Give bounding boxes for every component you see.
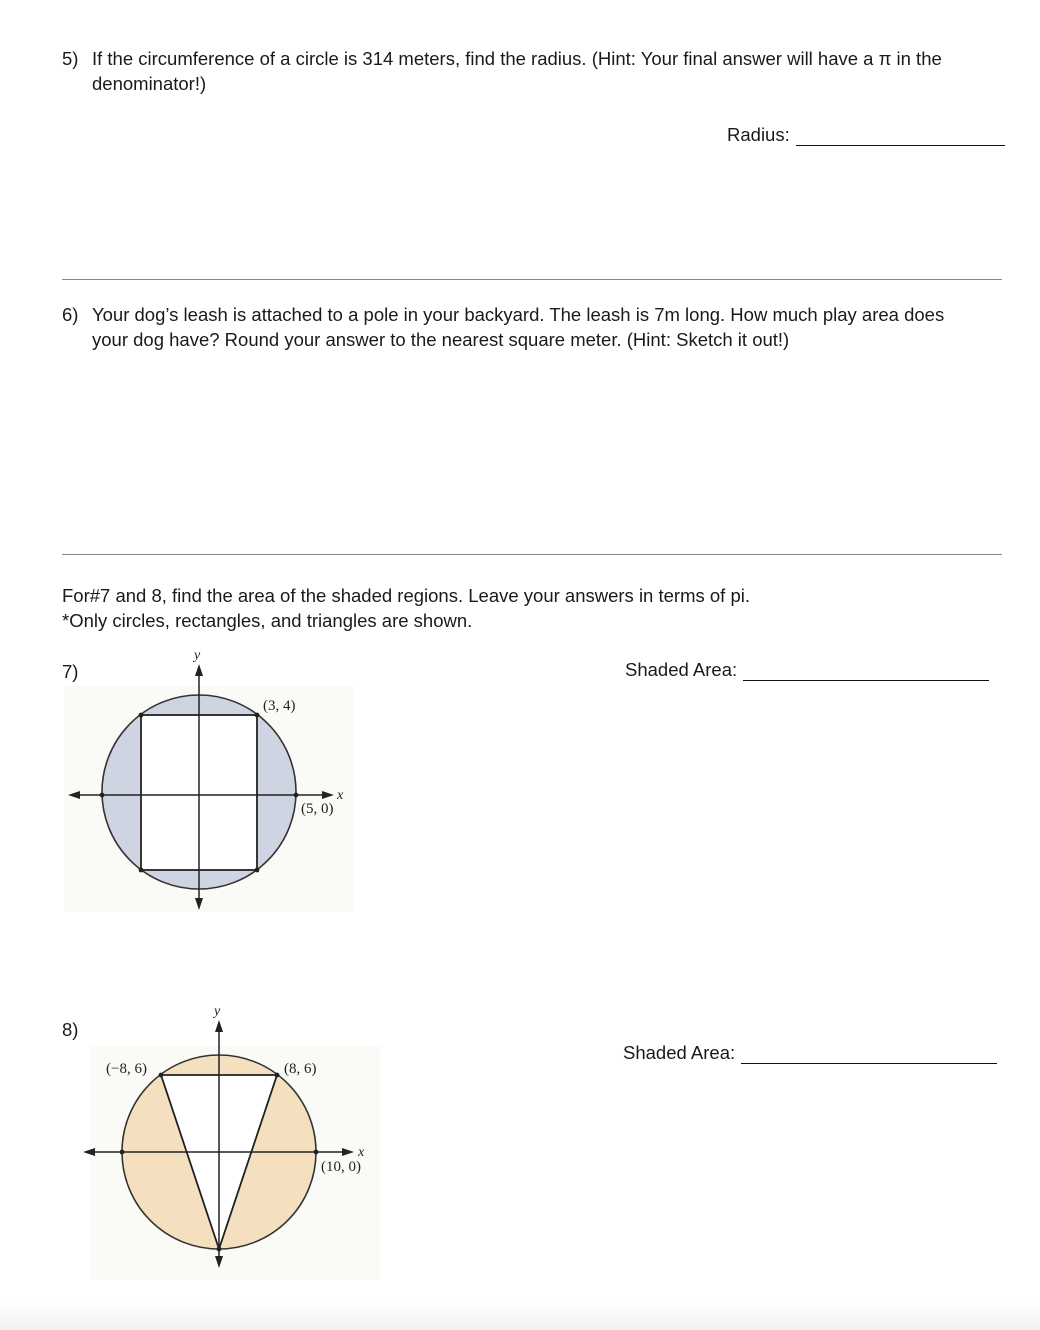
q8-shaded-area-label: Shaded Area:	[623, 1042, 736, 1063]
question-7-number: 7)	[62, 661, 79, 682]
q8-y-axis-top-arrow	[215, 1020, 223, 1032]
page-bottom-edge	[0, 1300, 1040, 1330]
instructions-line-1: For#7 and 8, find the area of the shaded regions. Leave your answers in terms of pi.	[62, 585, 750, 606]
question-6-line-1: Your dog’s leash is attached to a pole in your backyard. The leash is 7m long. How much play area does	[92, 304, 945, 325]
question-5-number: 5)	[62, 48, 79, 69]
q8-y-label: y	[214, 1004, 221, 1019]
q7-y-label: y	[194, 648, 201, 663]
q8-x-axis-left-arrow	[83, 1148, 95, 1156]
q7-x-label: x	[337, 788, 344, 803]
q8-point-label-10-0: (10, 0)	[321, 1159, 361, 1175]
question-6-line-2: your dog have? Round your answer to the nearest square meter. (Hint: Sketch it out!)	[92, 329, 790, 350]
question-5-line-1: If the circumference of a circle is 314 meters, find the radius. (Hint: Your final answer will have a π in the	[92, 48, 942, 69]
q8-vertex-dot	[159, 1073, 164, 1078]
q8-point-label-neg8-6: (−8, 6)	[106, 1061, 147, 1077]
question-8-number: 8)	[62, 1019, 79, 1040]
q8-point-label-8-6: (8, 6)	[284, 1061, 317, 1077]
q7-point-label-3-4: (3, 4)	[263, 698, 296, 714]
radius-label: Radius:	[727, 124, 790, 145]
q8-vertex-dot	[275, 1073, 280, 1078]
q8-vertex-dot	[217, 1247, 222, 1252]
q8-vertex-dot	[314, 1150, 319, 1155]
q8-y-axis-bottom-arrow	[215, 1256, 223, 1268]
question-5-line-2: denominator!)	[92, 73, 207, 94]
q7-point-label-5-0: (5, 0)	[301, 801, 334, 817]
q8-x-axis-right-arrow	[342, 1148, 354, 1156]
q8-x-label: x	[358, 1145, 365, 1160]
q8-vertex-dot	[120, 1150, 125, 1155]
q7-shaded-area-label: Shaded Area:	[625, 659, 738, 680]
instructions-line-2: *Only circles, rectangles, and triangles are shown.	[62, 610, 473, 631]
question-6-number: 6)	[62, 304, 79, 325]
